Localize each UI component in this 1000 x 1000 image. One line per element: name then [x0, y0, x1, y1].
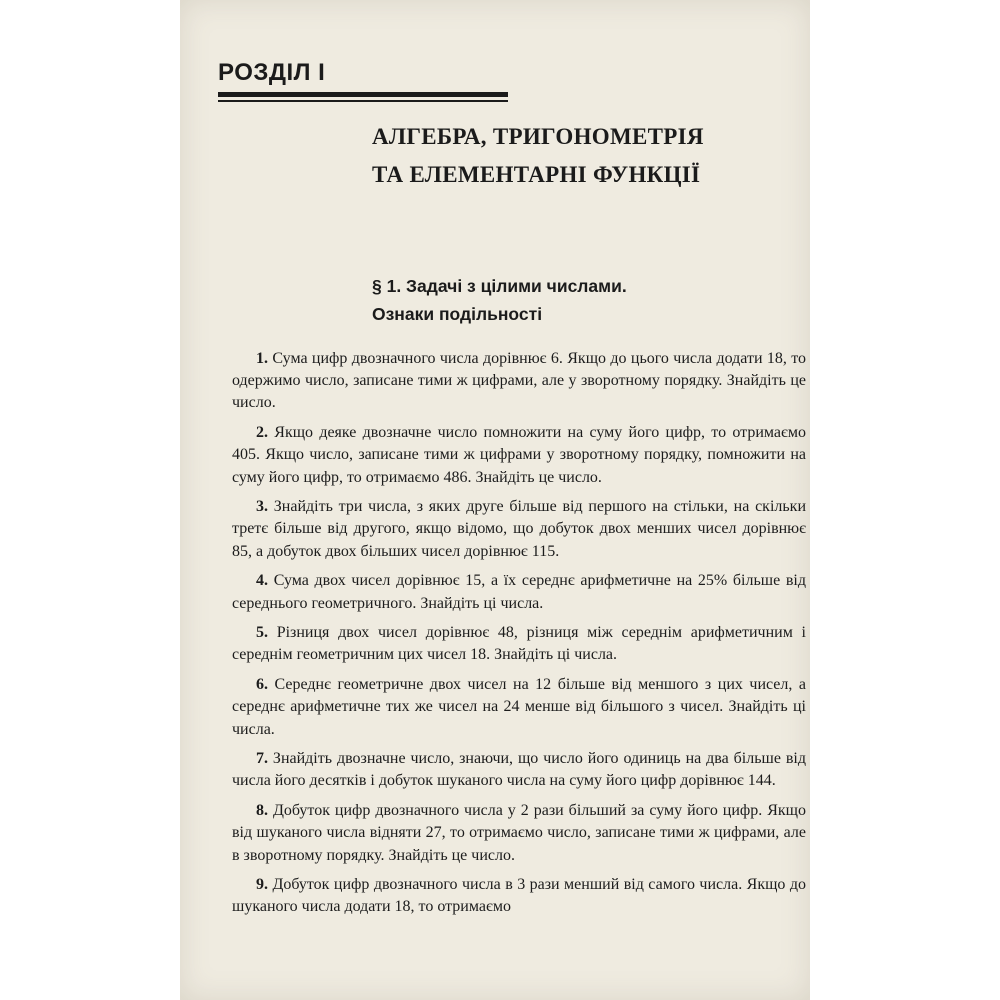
problem-number: 3.: [256, 498, 268, 516]
problem-item: [232, 800, 806, 867]
problem-item: [232, 348, 806, 415]
problem-text: Знайдіть двозначне число, знаючи, що число його одиниць на два більше від числа його десятків і добуток шуканого числа на суму його цифр дорівнює 144.: [232, 750, 807, 790]
chapter-title: [372, 118, 792, 194]
section-title: [372, 272, 792, 328]
section-label: РОЗДІЛ І: [218, 59, 326, 86]
problem-text: Різниця двох чисел дорівнює 48, різниця між середнім арифметичним і середнім геометричним цих чисел 18. Знайдіть ці числа.: [232, 624, 806, 664]
chapter-title-line: АЛГЕБРА, ТРИГОНОМЕТРІЯ: [372, 124, 704, 149]
problem-item: [232, 422, 806, 489]
problem-number: 9.: [256, 876, 268, 894]
problem-item: [232, 570, 806, 614]
problem-item: [232, 622, 806, 666]
problem-text: Сума двох чисел дорівнює 15, а їх середнє арифметичне на 25% більше від середнього геометричного. Знайдіть ці числа.: [232, 572, 807, 612]
problem-list: [232, 348, 806, 926]
problem-number: 4.: [256, 572, 268, 590]
problem-number: 8.: [256, 802, 268, 820]
problem-text: Знайдіть три числа, з яких друге більше від першого на стільки, на скільки третє більше від другого, якщо відомо, що добуток двох менших чисел дорівнює 85, а добуток двох більших чисел дорівнює 115.: [232, 498, 807, 560]
problem-item: [232, 874, 806, 918]
book-page: [180, 0, 810, 1000]
header-rule-thin: [218, 100, 508, 102]
problem-text: Добуток цифр двозначного числа в 3 рази менший від самого числа. Якщо до шуканого числа додати 18, то отримаємо: [232, 876, 807, 916]
problem-text: Добуток цифр двозначного числа у 2 рази більший за суму його цифр. Якщо від шуканого числа відняти 27, то отримаємо число, записане тими ж цифрами, але в зворотному порядку. Знайдіть це число.: [232, 802, 807, 864]
problem-item: [232, 748, 806, 792]
problem-text: Якщо деяке двозначне число помножити на суму його цифр, то отримаємо 405. Якщо число, записане тими ж цифрами у зворотному порядку, помножити на суму його цифр, то отримаємо 486. Знайдіть це число.: [232, 424, 807, 486]
chapter-title-line: ТА ЕЛЕМЕНТАРНІ ФУНКЦІЇ: [372, 162, 701, 187]
problem-text: Сума цифр двозначного числа дорівнює 6. Якщо до цього числа додати 18, то одержимо число, записане тими ж цифрами, але у зворотному порядку. Знайдіть це число.: [232, 350, 807, 412]
problem-number: 6.: [256, 676, 268, 694]
problem-number: 1.: [256, 350, 268, 367]
problem-number: 7.: [256, 750, 268, 768]
section-title-line: Ознаки подільності: [372, 304, 543, 324]
problem-item: [232, 674, 806, 741]
problem-number: 5.: [256, 624, 268, 642]
problem-item: [232, 496, 806, 563]
header-rule-thick: [218, 92, 508, 97]
section-title-line: § 1. Задачі з цілими числами.: [372, 276, 627, 296]
section-header: [218, 58, 508, 102]
problem-text: Середнє геометричне двох чисел на 12 більше від меншого з цих чисел, а середнє арифметичне тих же чисел на 24 менше від більшого з чисел. Знайдіть ці числа.: [232, 676, 806, 738]
problem-number: 2.: [256, 424, 268, 442]
